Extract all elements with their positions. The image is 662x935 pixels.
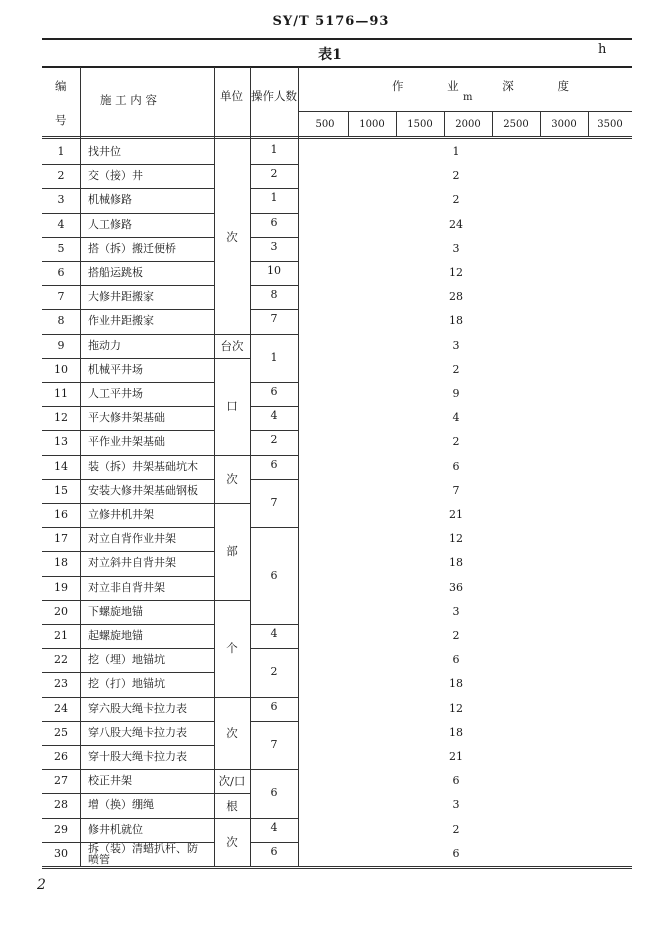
row-value: 3	[452, 798, 460, 812]
workers-divider	[250, 527, 298, 528]
unit-group-divider	[214, 697, 250, 698]
depth-divider	[492, 111, 493, 136]
row-divider	[42, 358, 214, 359]
unit-group-label: 次	[226, 229, 238, 244]
row-value: 12	[449, 532, 463, 546]
row-divider	[42, 237, 214, 238]
row-value: 3	[452, 338, 460, 352]
row-workers: 8	[270, 288, 278, 302]
row-divider	[42, 551, 214, 552]
unit-group-label: 次	[226, 471, 238, 486]
row-number: 9	[57, 338, 65, 352]
column-divider	[80, 67, 81, 866]
row-content: 作业井距搬家	[88, 314, 154, 328]
row-number: 5	[57, 241, 65, 255]
row-content: 挖（埋）地锚坑	[88, 653, 165, 667]
workers-divider	[250, 334, 298, 335]
row-divider	[42, 261, 214, 262]
row-divider	[42, 479, 214, 480]
workers-divider	[250, 842, 298, 843]
unit-group-label: 口	[226, 399, 238, 414]
row-divider	[42, 721, 214, 722]
row-number: 4	[57, 217, 65, 231]
unit-group-label: 次	[226, 834, 238, 849]
row-content: 下螺旋地锚	[88, 604, 143, 618]
unit-group-divider	[214, 455, 250, 456]
workers-divider	[250, 164, 298, 165]
row-content: 对立斜井自背井架	[88, 556, 176, 570]
header-bottom-rule-2	[42, 138, 632, 139]
depth-label: 3500	[597, 119, 623, 130]
row-value: 2	[452, 169, 460, 183]
row-content: 找井位	[88, 145, 121, 158]
row-workers: 1	[270, 191, 278, 205]
workers-divider	[250, 769, 298, 770]
row-number: 8	[57, 314, 65, 328]
table-title: 表1	[318, 47, 342, 63]
unit-group-divider	[214, 793, 250, 794]
row-content: 机械修路	[88, 193, 132, 207]
row-content: 穿八股大绳卡拉力表	[88, 725, 187, 739]
workers-divider	[250, 309, 298, 310]
row-value: 6	[452, 459, 460, 473]
header-no-2: 号	[55, 113, 67, 127]
unit-group-label: 部	[226, 544, 238, 559]
row-workers: 4	[270, 820, 278, 834]
merged-workers: 6	[270, 786, 278, 800]
row-value: 18	[449, 725, 463, 739]
row-value: 2	[452, 193, 460, 207]
row-workers: 4	[270, 409, 278, 423]
unit-group-label: 个	[226, 641, 238, 656]
row-divider	[42, 648, 214, 649]
row-content: 大修井距搬家	[88, 290, 154, 304]
merged-workers: 7	[270, 496, 278, 509]
row-divider	[42, 503, 214, 504]
row-number: 18	[54, 556, 68, 570]
row-workers: 4	[270, 627, 278, 640]
row-divider	[42, 164, 214, 165]
row-number: 13	[54, 435, 68, 449]
row-workers: 2	[270, 167, 278, 181]
row-value: 24	[449, 217, 463, 231]
workers-divider	[250, 721, 298, 722]
row-value: 6	[452, 653, 460, 667]
row-divider	[42, 285, 214, 286]
row-number: 11	[54, 387, 68, 400]
unit-group-label: 次/口	[218, 774, 246, 789]
row-number: 1	[57, 145, 65, 158]
row-content: 平大修井架基础	[88, 411, 165, 425]
row-value: 28	[449, 290, 463, 304]
header-content: 施 工 内 容	[100, 93, 157, 107]
workers-divider	[250, 406, 298, 407]
workers-divider	[250, 479, 298, 480]
row-number: 12	[54, 411, 68, 425]
column-divider	[214, 67, 215, 866]
row-value: 6	[452, 774, 460, 788]
row-workers: 6	[270, 385, 278, 398]
workers-divider	[250, 818, 298, 819]
row-workers: 10	[267, 264, 281, 277]
row-content: 立修井机井架	[88, 508, 154, 521]
workers-divider	[250, 697, 298, 698]
merged-workers: 6	[270, 568, 278, 582]
unit-group-divider	[214, 358, 250, 359]
table-bottom-rule-2	[42, 868, 632, 869]
depth-label: 500	[315, 119, 335, 130]
row-value: 6	[452, 846, 460, 860]
row-divider	[42, 430, 214, 431]
row-workers: 2	[270, 433, 278, 447]
row-content: 校正井架	[88, 774, 132, 788]
table-unit: h	[598, 42, 607, 57]
row-number: 26	[54, 750, 68, 763]
row-content: 挖（打）地锚坑	[88, 677, 165, 691]
header-unit: 单位	[220, 89, 243, 103]
row-content: 对立非自背井架	[88, 580, 165, 594]
unit-group-divider	[214, 334, 250, 335]
row-divider	[42, 576, 214, 577]
standard-code: SY/T 5176—93	[272, 14, 390, 29]
row-number: 25	[54, 725, 68, 739]
row-value: 4	[452, 411, 460, 425]
workers-divider	[250, 188, 298, 189]
unit-group-divider	[214, 769, 250, 770]
column-divider	[298, 67, 299, 866]
unit-group-label: 次	[226, 725, 238, 740]
row-content: 修井机就位	[88, 822, 143, 836]
row-value: 21	[449, 508, 463, 521]
row-value: 21	[449, 750, 463, 763]
row-number: 19	[54, 580, 68, 594]
row-content: 拖动力	[88, 338, 121, 352]
row-value: 2	[452, 822, 460, 836]
row-number: 23	[54, 677, 68, 691]
row-number: 24	[54, 701, 68, 715]
row-value: 2	[452, 362, 460, 376]
row-content: 起螺旋地锚	[88, 629, 143, 642]
workers-divider	[250, 430, 298, 431]
unit-group-label: 台次	[220, 338, 244, 353]
row-number: 6	[57, 266, 65, 279]
depth-divider	[540, 111, 541, 136]
row-content: 搭船运跳板	[88, 266, 143, 279]
row-divider	[42, 697, 214, 698]
row-number: 30	[54, 846, 68, 860]
row-content: 穿十股大绳卡拉力表	[88, 750, 187, 763]
row-value: 7	[452, 483, 460, 497]
row-number: 10	[54, 362, 68, 376]
row-number: 15	[54, 483, 68, 497]
row-content: 机械平井场	[88, 362, 143, 376]
header-depth-title: 作 业 深 度	[392, 79, 589, 93]
table-bottom-rule	[42, 866, 632, 867]
header-bottom-rule	[42, 136, 632, 137]
merged-workers: 7	[270, 738, 278, 751]
unit-group-divider	[214, 600, 250, 601]
row-content: 对立自背作业井架	[88, 532, 176, 546]
row-value: 3	[452, 604, 460, 618]
merged-workers: 1	[270, 350, 278, 364]
workers-divider	[250, 261, 298, 262]
row-workers: 6	[270, 215, 278, 229]
unit-group-divider	[214, 818, 250, 819]
depth-divider	[396, 111, 397, 136]
depth-divider	[348, 111, 349, 136]
row-content: 交（接）井	[88, 169, 143, 183]
row-divider	[42, 382, 214, 383]
top-rule	[42, 38, 632, 40]
workers-divider	[250, 382, 298, 383]
row-value: 9	[452, 387, 460, 400]
row-value: 18	[449, 556, 463, 570]
header-no-1: 编	[55, 79, 67, 93]
row-divider	[42, 309, 214, 310]
row-number: 7	[57, 290, 65, 304]
row-number: 16	[54, 508, 68, 521]
row-content: 平作业井架基础	[88, 435, 165, 449]
row-value: 2	[452, 629, 460, 642]
depth-label: 1500	[407, 119, 433, 130]
row-divider	[42, 527, 214, 528]
row-number: 21	[54, 629, 68, 642]
row-divider	[42, 624, 214, 625]
unit-group-divider	[214, 503, 250, 504]
depth-label: 2000	[455, 119, 481, 130]
header-depth-unit: m	[463, 92, 473, 103]
row-number: 27	[54, 774, 68, 788]
row-workers: 7	[270, 312, 278, 326]
depth-divider	[588, 111, 589, 136]
row-divider	[42, 769, 214, 770]
page-number: 2	[37, 877, 46, 893]
row-number: 28	[54, 798, 68, 812]
row-divider	[42, 213, 214, 214]
depth-label: 3000	[551, 119, 577, 130]
row-content-line: 喷管	[88, 852, 110, 866]
row-content: 装（拆）井架基础坑木	[88, 459, 198, 473]
depth-divider	[444, 111, 445, 136]
row-content: 人工平井场	[88, 387, 143, 400]
row-content: 增（换）绷绳	[88, 798, 154, 812]
row-workers: 6	[270, 699, 278, 713]
row-number: 2	[57, 169, 65, 183]
workers-divider	[250, 285, 298, 286]
row-content: 搭（拆）搬迁便桥	[88, 241, 176, 255]
row-value: 1	[452, 145, 460, 158]
table-top-rule	[42, 66, 632, 68]
unit-group-label: 根	[226, 798, 238, 813]
row-workers: 6	[270, 844, 278, 858]
depth-label: 2500	[503, 119, 529, 130]
row-content-line: 拆（装）清蜡扒杆、防	[88, 841, 198, 855]
row-number: 17	[54, 532, 68, 546]
depth-label: 1000	[359, 119, 385, 130]
row-value: 2	[452, 435, 460, 449]
row-number: 20	[54, 604, 68, 618]
row-workers: 6	[270, 457, 278, 471]
row-content	[88, 843, 198, 865]
workers-divider	[250, 648, 298, 649]
header-workers: 操作人数	[251, 89, 297, 103]
row-value: 18	[449, 677, 463, 691]
workers-divider	[250, 455, 298, 456]
row-divider	[42, 455, 214, 456]
workers-divider	[250, 624, 298, 625]
row-divider	[42, 818, 214, 819]
row-number: 29	[54, 822, 68, 836]
row-value: 3	[452, 241, 460, 255]
row-divider	[42, 793, 214, 794]
row-value: 12	[449, 266, 463, 279]
row-divider	[42, 672, 214, 673]
row-number: 22	[54, 653, 68, 667]
row-divider	[42, 406, 214, 407]
row-value: 36	[449, 580, 463, 594]
row-content: 穿六股大绳卡拉力表	[88, 701, 187, 715]
row-value: 18	[449, 314, 463, 328]
row-workers: 1	[270, 143, 278, 156]
row-value: 12	[449, 701, 463, 715]
merged-workers: 2	[270, 665, 278, 679]
row-number: 3	[57, 193, 65, 207]
row-divider	[42, 600, 214, 601]
row-divider	[42, 334, 214, 335]
row-number: 14	[54, 459, 68, 473]
row-content: 安装大修井架基础钢板	[88, 483, 198, 497]
row-divider	[42, 745, 214, 746]
workers-divider	[250, 237, 298, 238]
workers-divider	[250, 213, 298, 214]
row-divider	[42, 188, 214, 189]
row-workers: 3	[270, 239, 278, 253]
row-content: 人工修路	[88, 217, 132, 231]
